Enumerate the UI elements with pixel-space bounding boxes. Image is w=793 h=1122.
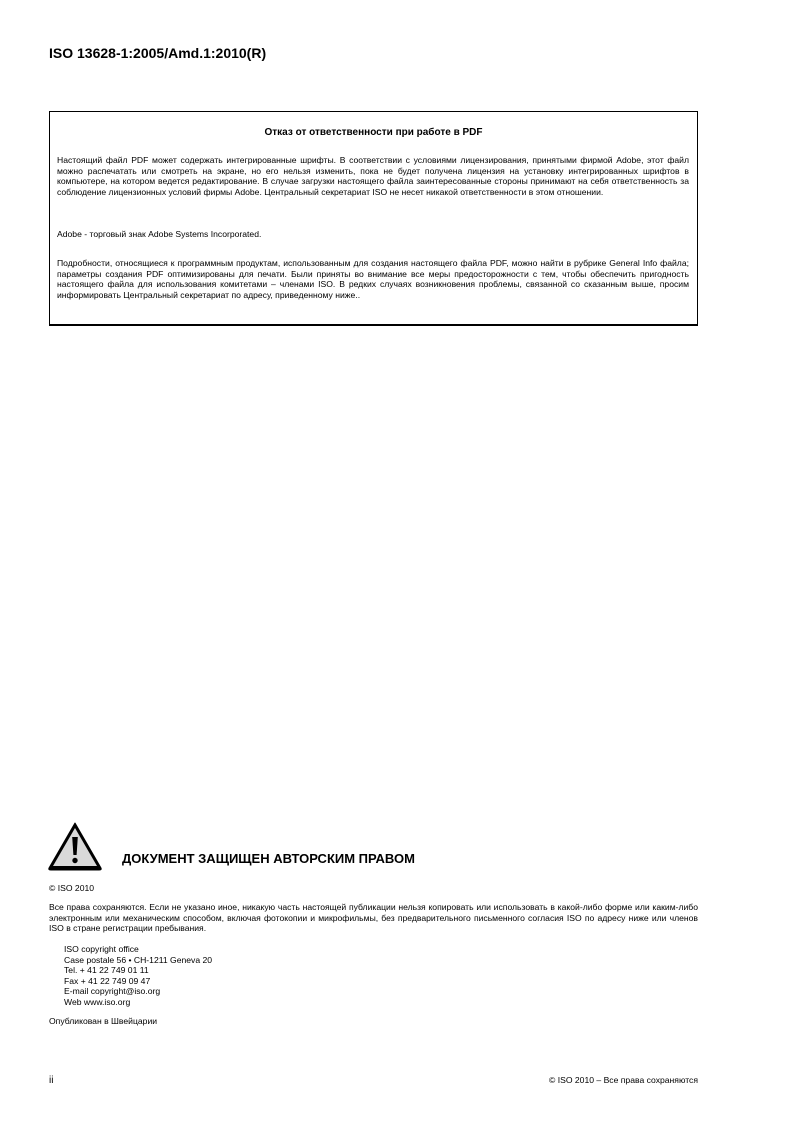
copyright-year: © ISO 2010 xyxy=(49,883,95,893)
disclaimer-paragraph-trademark: Adobe - торговый знак Adobe Systems Incorporated. xyxy=(57,229,262,239)
copyright-rights-text: Все права сохраняются. Если не указано иное, никакую часть настоящей публикации нельзя копировать или использовать в какой-либо форме или каким-либо электронным или механическим способом, включая фотокопии и микрофильмы, без предварительного письменного согласия ISO по адресу ниже или членов ISO в стране регистрации пребывания. xyxy=(49,902,698,933)
disclaimer-paragraph-fonts: Настоящий файл PDF может содержать интегрированные шрифты. В соответствии с условиями лицензирования, принятыми фирмой Adobe, этот файл можно распечатать или смотреть на экране, но его нельзя изменить, пока не будет получена лицензия на установку интегрированных шрифтов в компьютере, на котором ведется редактирование. В случае загрузки настоящего файла заинтересованные стороны принимают на себя ответственность за соблюдение лицензионных условий фирмы Adobe. Центральный секретариат ISO не несет никакой ответственности в этом отношении. xyxy=(57,155,689,197)
pdf-disclaimer-box xyxy=(49,111,698,326)
address-web: Web www.iso.org xyxy=(64,996,131,1007)
warning-triangle-icon xyxy=(47,821,103,871)
address-tel: Tel. + 41 22 749 01 11 xyxy=(64,965,149,975)
address-email: E-mail copyright@iso.org xyxy=(64,986,161,996)
published-country: Опубликован в Швейцарии xyxy=(49,1016,158,1026)
disclaimer-title: Отказ от ответственности при работе в PDF xyxy=(264,127,483,138)
copyright-heading: ДОКУМЕНТ ЗАЩИЩЕН АВТОРСКИМ ПРАВОМ xyxy=(122,851,415,866)
document-header: ISO 13628-1:2005/Amd.1:2010(R) xyxy=(49,45,267,61)
address-fax: Fax + 41 22 749 09 47 xyxy=(64,975,151,986)
address-office: ISO copyright office xyxy=(64,944,139,954)
address-postal: Case postale 56 • CH-1211 Geneva 20 xyxy=(64,954,213,965)
footer-copyright: © ISO 2010 – Все права сохраняются xyxy=(548,1075,698,1085)
page-number: ii xyxy=(49,1075,54,1086)
disclaimer-paragraph-details: Подробности, относящиеся к программным продуктам, использованным для создания настоящего файла PDF, можно найти в рубрике General Info файла; параметры создания PDF оптимизированы для печати. Были приняты во внимание все меры предосторожности с тем, чтобы обеспечить пригодность настоящего файла для использования комитетами – членами ISO. В редких случаях возникновения проблемы, связанной со сказанным выше, просим информировать Центральный секретариат по адресу, приведенному ниже.. xyxy=(57,258,689,300)
